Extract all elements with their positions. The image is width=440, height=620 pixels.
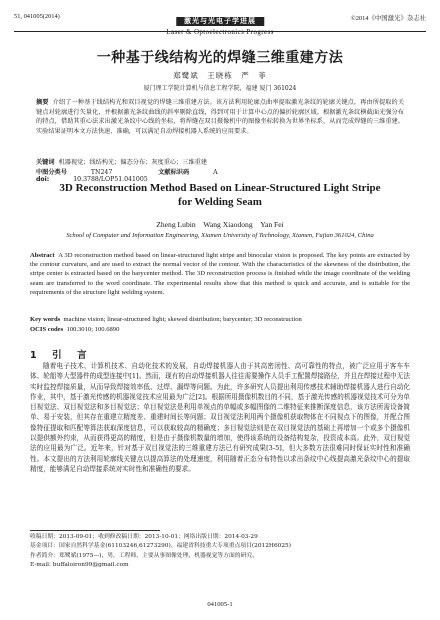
- introduction-paragraph: 随着电子技术、计算机技术、自动化技术的发展，自动焊接机器人由于其高密闭性、高可靠性的特点，被广泛应用于客车车体、轮船等大型器件的成型连接中[1]。然而，现有的自动焊接机器人往往需要操作人员手工配置焊接路径，并且在焊接过程中无法实时监控焊接质量，从而导致焊接效率低、过焊、漏焊等问题。为此，许多研究人员提出利用传感技术辅助焊接机器人进行自动化作业，其中，基于激光传感的机器视觉技术应用最为广泛[2]。根据所用摄像机数目的不同，基于激光传感的机器视觉技术可分为单目视觉法、双目视觉法和多目视觉法；单目视觉法是利用单视点的单幅或多幅图像的二维特征来推断深度信息，该方法所需设备简单、易于安装，但其存在重建立精度差、重建时间长等问题；双目视觉法利用两个摄像机获取物体在不同视点下的图像，并配合图像特征提取和匹配等算法获取深度信息，可以获取较高的精确度；多目视觉法则是在双目视觉法的基础上再增加一个或多个摄像机以提供额外约束，从而获得更高的精度，但是由于摄像机数量的增加，使得该系统的设备结构复杂，投资成本高。此外，双目视觉法的应用最为广泛。近年来，针对基于双目视觉法的三维重建方法已有研究成果[3-5]，但大多数方法很难同时保证实时性和准确性。本文提出的方法利用轮廓线关键点以提高算法的处理速度，利用随着正态分布特性以求出条纹中心线提高激光条纹中心的提取精度，能够满足自动焊接系统对实时性和准确性的要求。: [30, 362, 410, 473]
- doi-label: doi:: [36, 176, 50, 183]
- keywords-label-en: Key words: [30, 316, 61, 323]
- paper-title-cn: 一种基于线结构光的焊缝三维重建方法: [96, 50, 344, 66]
- keywords-text-cn: 机器视觉；线结构光；偏态分布；灰度重心；三维重建: [58, 159, 208, 166]
- authors-en: Zheng Lubin Wang Xiaodong Yan Fei: [156, 220, 284, 229]
- journal-name: [166, 8, 273, 36]
- authors-cn: 郑鹭斌 王晓栋 严 菲: [173, 71, 267, 80]
- keywords-label-cn: 关键词: [36, 159, 55, 166]
- footnote-email: E-mail: buffaloiron99@gmail.com: [30, 561, 129, 568]
- footnote-received: 收稿日期：2013-09-01；收到修改稿日期：2013-10-01；网络出版日期：2014-03-29: [30, 534, 258, 540]
- paper-title-en-line1: 3D Reconstruction Method Based on Linear-Structured Light Stripe: [59, 182, 381, 194]
- paper-title-en: [0, 181, 440, 209]
- keywords-en: [30, 316, 410, 323]
- doi-value: 10.3788/LOP51.041005: [73, 176, 148, 183]
- ocis-value: 100.3010; 100.6890: [66, 326, 120, 333]
- abstract-label-cn: 摘要: [36, 99, 49, 106]
- abstract-label-en: Abstract: [30, 252, 55, 259]
- footnote: [30, 533, 410, 570]
- clc-value: TN247: [90, 169, 113, 176]
- affiliation-en: School of Computer and Information Engineering, Xiamen University of Technology, Xiamen, Fujian 361024, China: [66, 232, 374, 239]
- affiliation-cn: 厦门理工学院计算机与信息工程学院，福建 厦门 361024: [143, 85, 297, 92]
- keywords-cn: [36, 157, 404, 166]
- copyright: ©2014《中国激光》杂志社: [350, 15, 426, 22]
- journal-name-en: Laser & Optoelectronics Progress: [166, 28, 274, 36]
- volume-issue: 51, 041005(2014): [14, 13, 60, 20]
- running-header: [14, 8, 426, 36]
- footnote-rule: [30, 530, 160, 531]
- footnote-author-bio: 作者简介：郑鹭斌(1975—)，男，工程师，主要从事图像处理、机器视觉等方面的研究。: [30, 552, 258, 559]
- page-number: 041005-1: [207, 601, 233, 608]
- abstract-text-en: A 3D reconstruction method based on linear-structured light stripe and binocular vision is proposed. The key points are extracted by the contour curvature, and are used to extract the normal vector of the contour. With the characteristics of the skewness of the distribution, the stripe center is extracted based on the barycenter method. The 3D reconstruction process is finished while the image coordinate of the welding seam are transferred to the word coordinate. The experimental results show that this method is quick and accurate, and is suitable for the requirements of the structure light welding system.: [30, 252, 410, 296]
- ocis-codes: [30, 326, 410, 333]
- doc-code-value: A: [213, 169, 218, 176]
- doc-code-label: 文献标识码: [158, 169, 190, 176]
- abstract-cn: [36, 98, 404, 136]
- journal-name-cn: 激光与光电子学进展: [176, 17, 264, 26]
- keywords-text-en: machine vision; linear-structured light; skewed distribution; barycenter; 3D reconstruction: [63, 316, 302, 323]
- abstract-text-cn: 介绍了一种基于线结构光和双目视觉的焊缝三维重建方法。该方法利用轮廓点曲率提取激光条纹的轮廓关键点，再由所提取的关键点对轮廓进行矢量化，并根据激光条纹曲线的斜率剔除直线，得到可用于计算中心点的偏折轮廓区域。根据激光条纹横截面光强分布的特点，借助其重心法求出激光条纹中心线的坐标，将焊缝在双目摄像机中的图像坐标转换为世界坐标系，从而完成焊缝的三维重建。实验结果证明本文方法快速、准确，可以满足自动焊接机器人系统的应用要求。: [36, 99, 405, 135]
- clc-label: 中图分类号: [36, 169, 67, 176]
- section-heading-introduction: 1 引 言: [30, 350, 90, 361]
- ocis-label: OCIS codes: [30, 326, 64, 333]
- abstract-en: [30, 251, 410, 297]
- paper-title-en-line2: for Welding Seam: [178, 196, 262, 208]
- footnote-funding: 基金项目：国家自然科学基金(61103246,61273290)、福建省科技重大专项重点项目(2012H6025): [30, 543, 291, 550]
